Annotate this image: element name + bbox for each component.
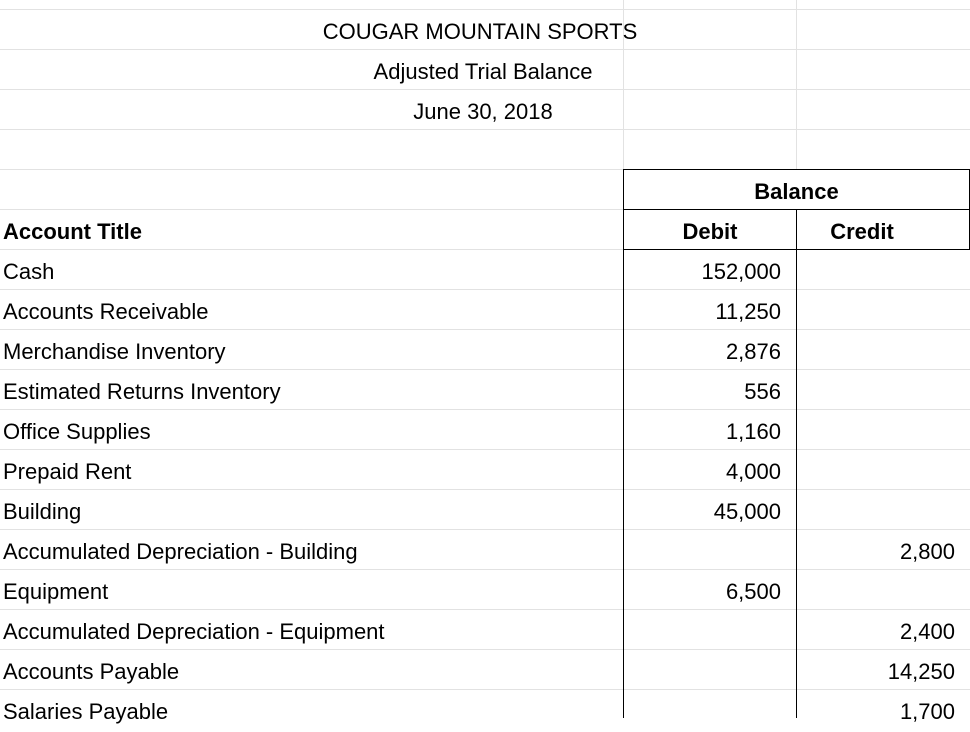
company-name-text: COUGAR MOUNTAIN SPORTS — [322, 19, 638, 44]
debit-cell — [624, 692, 781, 732]
debit-cell: 6,500 — [725, 579, 781, 604]
credit-cell — [797, 492, 955, 532]
credit-cell: 2,800 — [899, 539, 955, 564]
account-title-cell: Prepaid Rent — [3, 459, 132, 484]
col-header-account: Account Title — [3, 219, 142, 244]
credit-cell — [797, 572, 955, 612]
credit-cell — [797, 372, 955, 412]
debit-cell: 1,160 — [725, 419, 781, 444]
account-title-cell: Office Supplies — [3, 419, 151, 444]
debit-cell: 152,000 — [701, 259, 781, 284]
debit-cell: 45,000 — [713, 499, 781, 524]
debit-cell — [624, 612, 781, 652]
debit-cell: 2,876 — [725, 339, 781, 364]
debit-cell — [624, 652, 781, 692]
account-title-cell: Accounts Payable — [3, 659, 180, 684]
col-header-debit: Debit — [682, 219, 738, 244]
debit-cell: 4,000 — [725, 459, 781, 484]
gridline — [0, 9, 970, 10]
report-title: Adjusted Trial Balance — [373, 59, 593, 84]
account-title-cell: Estimated Returns Inventory — [3, 379, 281, 404]
debit-cell: 11,250 — [715, 299, 781, 324]
account-title-cell: Salaries Payable — [3, 699, 169, 724]
credit-cell — [797, 252, 955, 292]
credit-cell: 14,250 — [887, 659, 955, 684]
account-title-cell: Accounts Receivable — [3, 299, 209, 324]
balance-header: Balance — [754, 179, 839, 204]
account-title-cell: Equipment — [3, 579, 109, 604]
credit-cell — [797, 292, 955, 332]
account-title-cell: Accumulated Depreciation - Building — [3, 539, 358, 564]
credit-cell — [797, 452, 955, 492]
account-title-cell: Cash — [3, 259, 55, 284]
account-title-cell: Building — [3, 499, 82, 524]
credit-cell: 1,700 — [899, 699, 955, 724]
col-header-credit: Credit — [830, 219, 894, 244]
account-title-cell: Accumulated Depreciation - Equipment — [3, 619, 385, 644]
report-date: June 30, 2018 — [413, 99, 553, 124]
credit-cell: 2,400 — [899, 619, 955, 644]
company-name — [0, 12, 968, 52]
header-divider — [623, 209, 970, 210]
credit-cell — [797, 332, 955, 372]
credit-cell — [797, 412, 955, 452]
debit-cell — [624, 532, 781, 572]
account-title-cell: Merchandise Inventory — [3, 339, 226, 364]
debit-cell: 556 — [744, 379, 781, 404]
